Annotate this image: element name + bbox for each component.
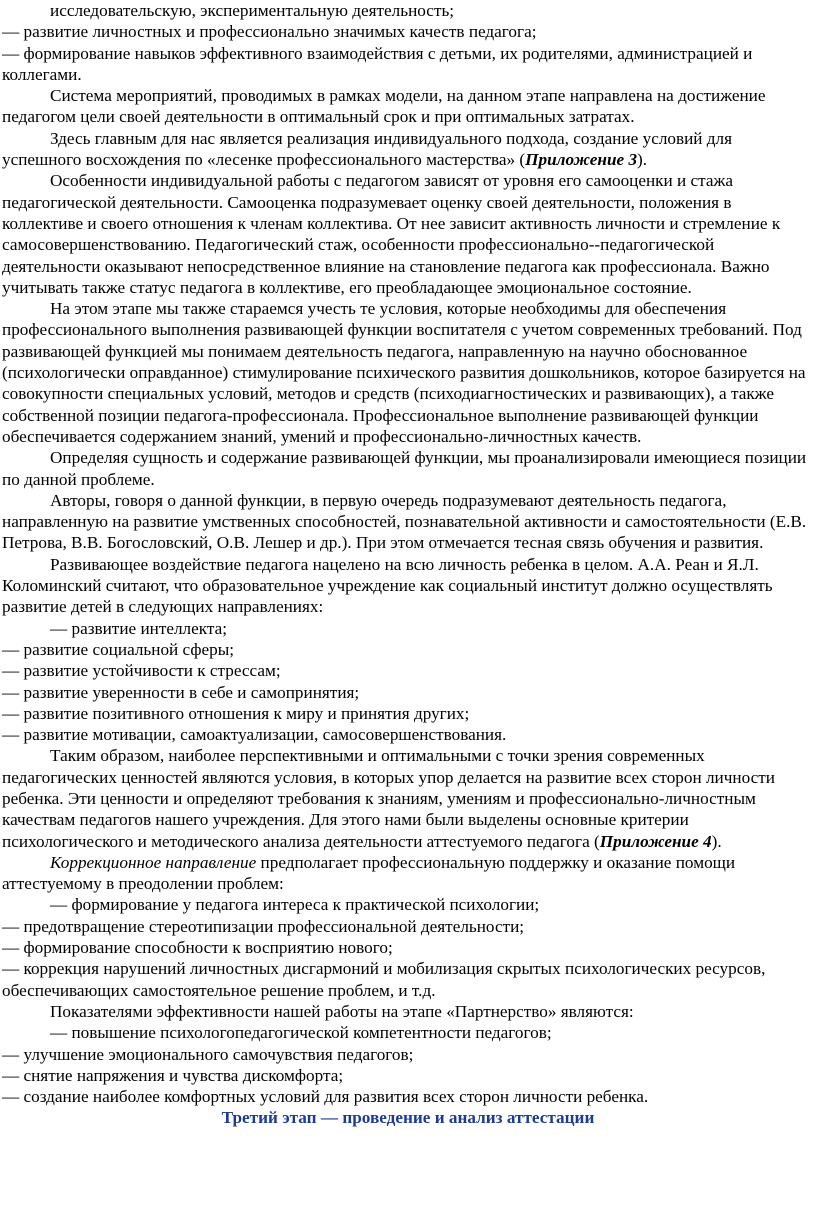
paragraph [2,447,814,490]
text-run: — повышение психологопедагогической компетентности педагогов; [50,1023,552,1043]
text-run: Система мероприятий, проводимых в рамках модели, на данном этапе направлена на достижение педагогом цели своей деятельности в оптимальный срок и при оптимальных затратах. [2,86,766,127]
paragraph [2,894,814,915]
text-run: Здесь главным для нас является реализация индивидуального подхода, создание условий для успешного восхождения по «лесенке профессионального мастерства» ( [2,128,733,170]
text-run: исследовательскую, экспериментальную деятельность; [50,1,455,20]
paragraph [2,682,814,703]
text-run: — развитие устойчивости к стрессам; [2,661,281,681]
text-run: — развитие социальной сферы; [2,639,235,659]
paragraph [2,660,814,681]
text-run: ). [711,831,722,851]
text-run: Таким образом, наиболее перспективными и оптимальными с точки зрения современных педагогических ценностей являются условия, в которых упор делается на развитие всех сторон личности ребенка. Эти ценности и определяют требования к знаниям, умениям и профессионально-личностным качествам педагогов нашего учреждения. Для этого нами были выделены основные критерии психологического и методического анализа деятельности аттестуемого педагога ( [2,746,775,851]
section-heading: Третий этап — проведение и анализ аттестации [221,1108,595,1128]
text-run: — коррекция нарушений личностных дисгармоний и мобилизация скрытых психологических ресурсов, обеспечивающих самостоятельное решение проблем, и т.д. [2,959,766,1000]
document-body [2,0,814,1107]
paragraph [2,916,814,937]
paragraph [2,1086,814,1107]
paragraph [2,43,814,86]
paragraph [2,1001,814,1022]
text-run: Развивающее воздействие педагога нацелено на всю личность ребенка в целом. А.А. Реан и Я.Л. Коломинский считают, что образовательное учреждение как социальный институт должно осуществлять развитие детей в следующих направлениях: [2,554,773,617]
paragraph [2,554,814,618]
text-run: — развитие уверенности в себе и самопринятия; [2,682,360,702]
text-run: Показателями эффективности нашей работы на этапе «Партнерство» являются: [50,1001,634,1021]
emphasis-text: Коррекционное направление [50,852,257,872]
paragraph [2,1022,814,1043]
paragraph [2,1044,814,1065]
text-run: Определяя сущность и содержание развивающей функции, мы проанализировали имеющиеся позиции по данной проблеме. [2,448,807,489]
text-run: Авторы, говоря о данной функции, в первую очередь подразумевают деятельность педагога, направленную на развитие умственных способностей, познавательной активности и самостоятельности (Е.В. Петрова, В.В. Богословский, О.В. Лешер и др.). При этом отмечается тесная связь обучения и развития. [2,490,807,553]
text-run: предполагает профессиональную поддержку и оказание помощи аттестуемому в преодолении проблем: [2,852,736,894]
text-run: — развитие позитивного отношения к миру и принятия других; [2,703,470,723]
paragraph [2,852,814,895]
paragraph [2,724,814,745]
text-run: — формирование навыков эффективного взаимодействия с детьми, их родителями, администрацией и коллегами. [2,43,753,84]
text-run: — развитие личностных и профессионально значимых качеств педагога; [2,22,537,42]
paragraph [2,703,814,724]
text-run: На этом этапе мы также стараемся учесть те условия, которые необходимы для обеспечения профессионального выполнения развивающей функции воспитателя с учетом современных требований. Под развивающей функцией мы понимаем деятельность педагога, направленную на научно обоснованное (психологически оправданное) стимулирование психического развития дошкольников, которое базируется на совокупности специальных условий, методов и средств (психодиагностических и развивающих), а также собственной позиции педагога-профессионала. Профессиональное выполнение развивающей функции обеспечивается содержанием знаний, умений и профессионально-личностных качеств. [2,299,806,446]
paragraph [2,490,814,554]
paragraph [2,298,814,447]
text-run: — улучшение эмоционального самочувствия педагогов; [2,1044,414,1064]
paragraph [2,0,814,21]
text-run: — развитие интеллекта; [50,618,228,638]
paragraph [2,958,814,1001]
paragraph [2,937,814,958]
text-run: — снятие напряжения и чувства дискомфорта; [2,1065,344,1085]
text-run: — развитие мотивации, самоактуализации, самосовершенствования. [2,725,507,745]
text-run: — предотвращение стереотипизации профессиональной деятельности; [2,916,525,936]
emphasis-text: Приложение 4 [599,831,712,851]
text-run: — создание наиболее комфортных условий для развития всех сторон личности ребенка. [2,1087,649,1107]
paragraph [2,618,814,639]
paragraph [2,85,814,128]
paragraph [2,170,814,298]
paragraph [2,745,814,851]
text-run: Особенности индивидуальной работы с педагогом зависят от уровня его самооценки и стажа педагогической деятельности. Самооценка подразумевает оценку своей деятельности, положения в коллективе и своего отношения к членам коллектива. От нее зависит активность личности и стремление к самосовершенствованию. Педагогический стаж, особенности профессионально--педагогической деятельности оказывают непосредственное влияние на становление педагога как профессионала. Важно учитывать также статус педагога в коллективе, его преобладающее эмоциональное состояние. [2,171,781,297]
emphasis-text: Приложение 3 [525,150,638,170]
text-run: — формирование у педагога интереса к практической психологии; [50,895,540,915]
paragraph [2,128,814,171]
paragraph [2,1065,814,1086]
text-run: — формирование способности к восприятию нового; [2,938,393,958]
paragraph [2,639,814,660]
paragraph [2,21,814,42]
text-run: ). [637,150,648,170]
